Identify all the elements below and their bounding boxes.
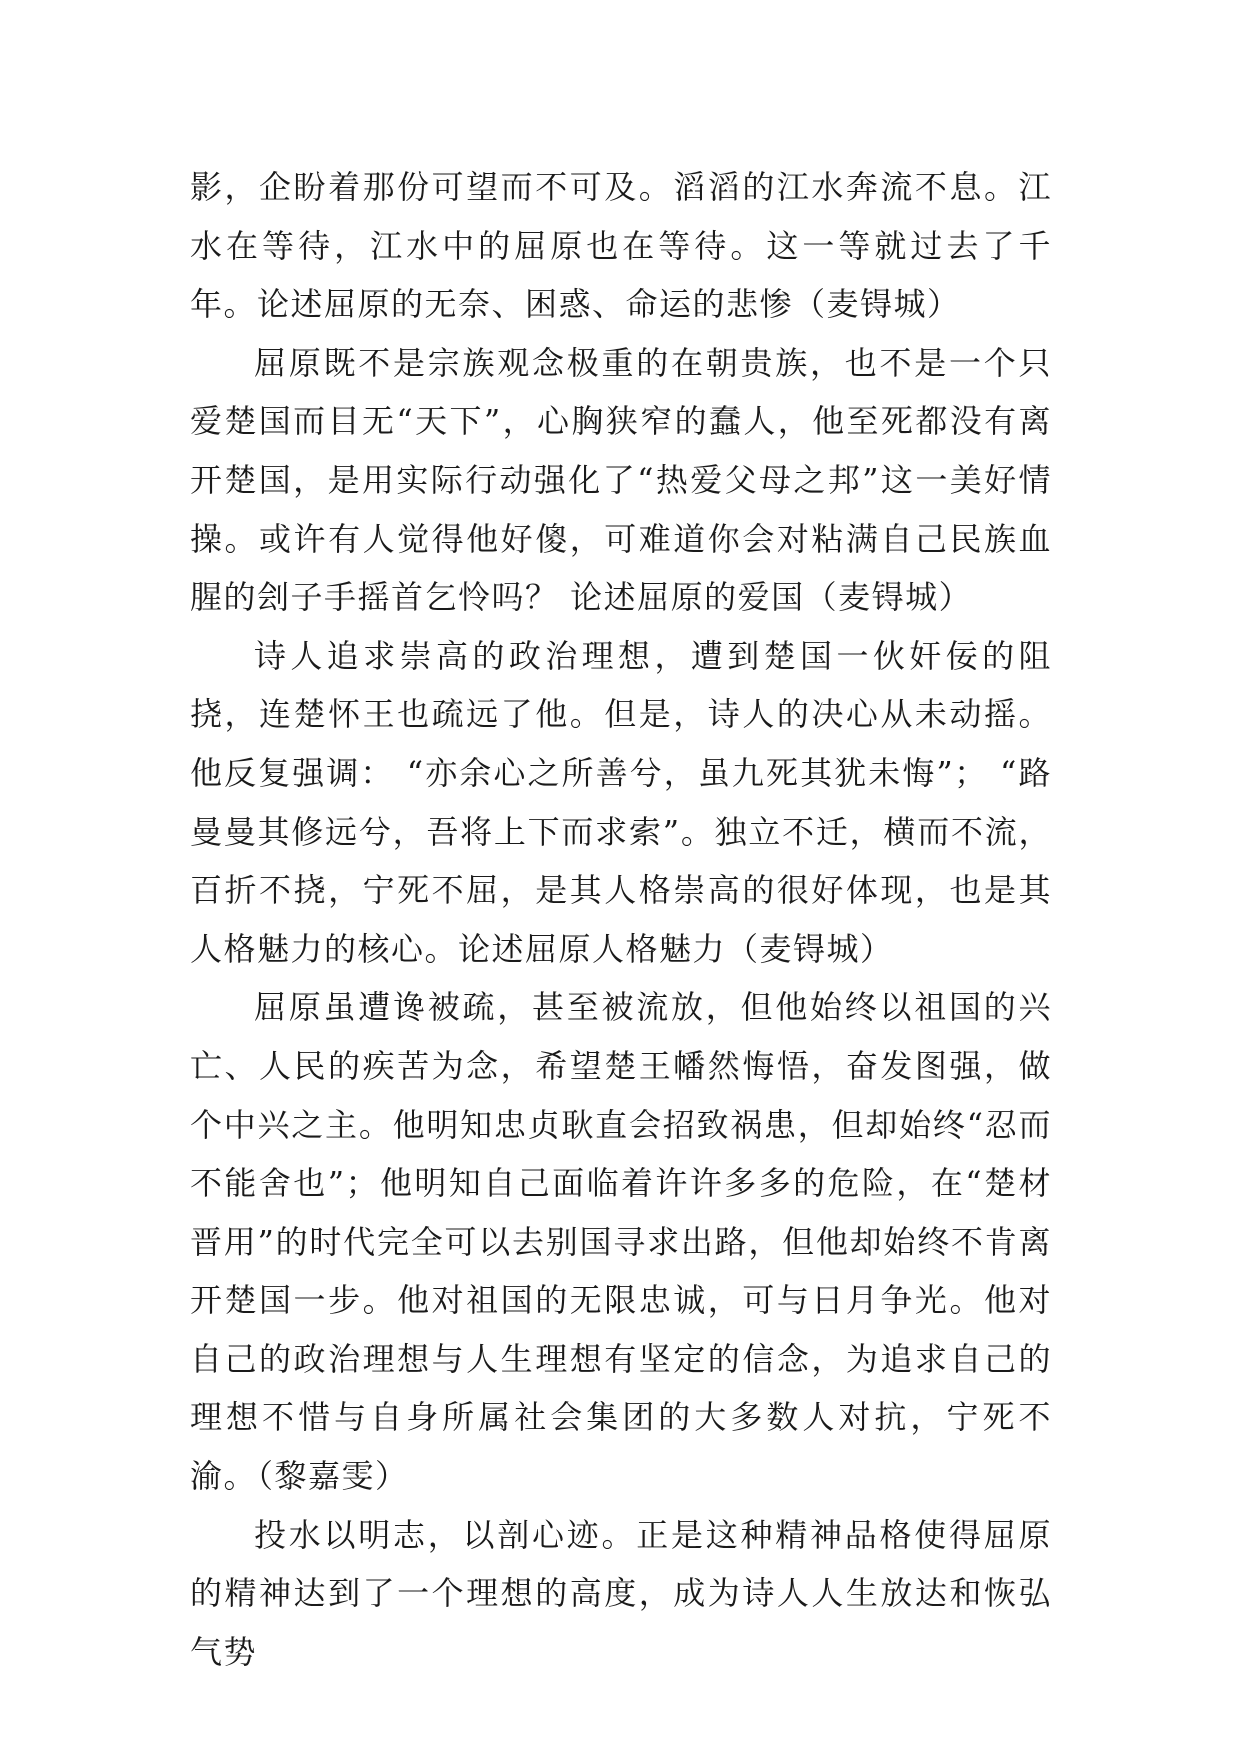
body-text	[190, 158, 1052, 1681]
paragraph-patriotism: 屈原既不是宗族观念极重的在朝贵族，也不是一个只爱楚国而目无“天下”，心胸狭窄的蠢人，他至死都没有离开楚国，是用实际行动强化了“热爱父母之邦”这一美好情操。或许有人觉得他好傻，可难道你会对粘满自己民族血腥的刽子手摇首乞怜吗？ 论述屈原的爱国（麦锝城）	[190, 343, 1052, 617]
paragraph-personality: 诗人追求崇高的政治理想，遭到楚国一伙奸佞的阻挠，连楚怀王也疏远了他。但是，诗人的决心从未动摇。他反复强调： “亦余心之所善兮，虽九死其犹未悔”； “路曼曼其修远兮，吾将上下而求索”。独立不迁，横而不流，百折不挠，宁死不屈，是其人格崇高的很好体现，也是其人格魅力的核心。论述屈原人格魅力（麦锝城）	[190, 636, 1052, 968]
paragraph-continuation: 影，企盼着那份可望而不可及。滔滔的江水奔流不息。江水在等待，江水中的屈原也在等待。这一等就过去了千年。论述屈原的无奈、困惑、命运的悲惨（麦锝城）	[190, 168, 1052, 324]
paragraph-loyalty: 屈原虽遭谗被疏，甚至被流放，但他始终以祖国的兴亡、人民的疾苦为念，希望楚王幡然悔悟，奋发图强，做个中兴之主。他明知忠贞耿直会招致祸患，但却始终“忍而不能舍也”；他明知自己面临着许许多多的危险，在“楚材晋用”的时代完全可以去别国寻求出路，但他却始终不肯离开楚国一步。他对祖国的无限忠诚，可与日月争光。他对自己的政治理想与人生理想有坚定的信念，为追求自己的理想不惜与自身所属社会集团的大多数人对抗，宁死不渝。（黎嘉雯）	[190, 988, 1052, 1496]
paragraph-resolve: 投水以明志，以剖心迹。正是这种精神品格使得屈原的精神达到了一个理想的高度，成为诗人人生放达和恢弘气势	[190, 1515, 1052, 1671]
